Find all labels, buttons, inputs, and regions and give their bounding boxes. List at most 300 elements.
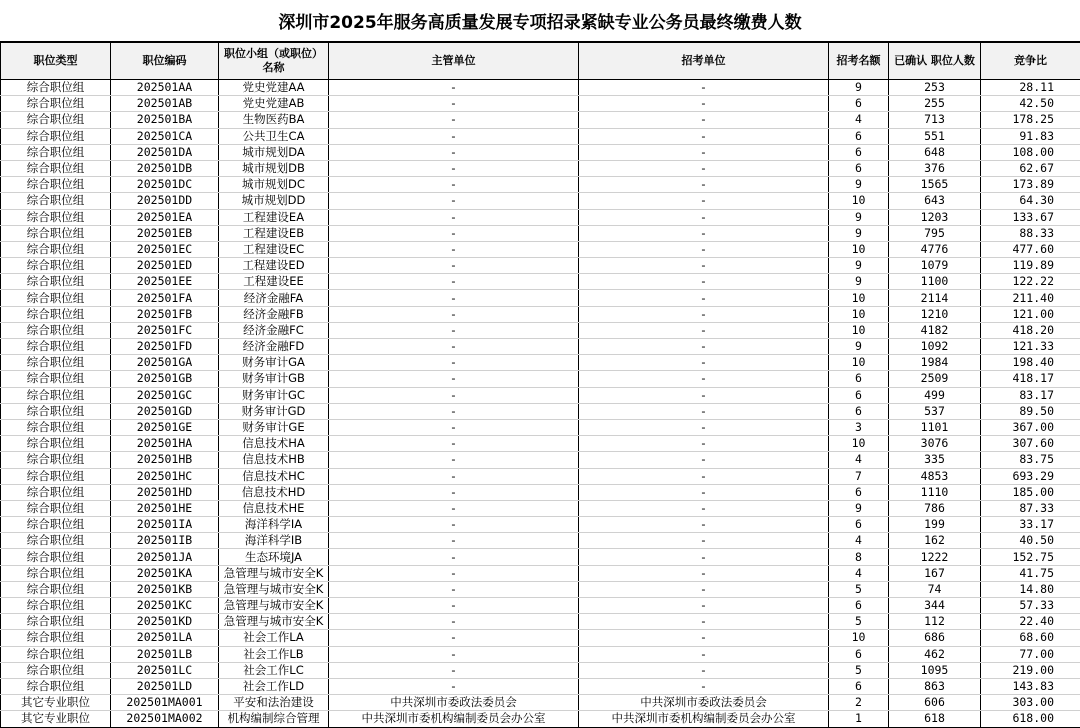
cell-recruiter: - — [579, 581, 829, 597]
table-row — [1, 225, 1080, 241]
cell-confirmed: 162 — [889, 533, 981, 549]
cell-ratio: 367.00 — [981, 419, 1080, 435]
table-row — [1, 695, 1080, 711]
cell-confirmed: 1110 — [889, 484, 981, 500]
cell-confirmed: 255 — [889, 96, 981, 112]
cell-code: 202501LD — [111, 678, 219, 694]
cell-supervisor: - — [329, 306, 579, 322]
table-row — [1, 419, 1080, 435]
cell-supervisor: - — [329, 193, 579, 209]
cell-code: 202501AA — [111, 80, 219, 96]
cell-quota: 3 — [829, 419, 889, 435]
cell-confirmed: 1203 — [889, 209, 981, 225]
cell-recruiter: - — [579, 419, 829, 435]
cell-group: 党史党建AA — [219, 80, 329, 96]
table-row — [1, 274, 1080, 290]
cell-group: 海洋科学IB — [219, 533, 329, 549]
table-row — [1, 614, 1080, 630]
cell-recruiter: - — [579, 371, 829, 387]
cell-supervisor: - — [329, 678, 579, 694]
cell-group: 急管理与城市安全K — [219, 581, 329, 597]
cell-recruiter: - — [579, 452, 829, 468]
table-row — [1, 403, 1080, 419]
cell-confirmed: 167 — [889, 565, 981, 581]
table-row — [1, 598, 1080, 614]
table-row — [1, 290, 1080, 306]
cell-group: 财务审计GB — [219, 371, 329, 387]
cell-supervisor: - — [329, 225, 579, 241]
cell-confirmed: 606 — [889, 695, 981, 711]
table-row — [1, 322, 1080, 338]
cell-supervisor: - — [329, 500, 579, 516]
cell-recruiter: - — [579, 209, 829, 225]
cell-confirmed: 648 — [889, 144, 981, 160]
cell-type: 综合职位组 — [1, 193, 111, 209]
cell-supervisor: - — [329, 436, 579, 452]
cell-recruiter: - — [579, 614, 829, 630]
cell-code: 202501IA — [111, 517, 219, 533]
cell-supervisor: - — [329, 403, 579, 419]
cell-code: 202501KD — [111, 614, 219, 630]
cell-type: 综合职位组 — [1, 355, 111, 371]
cell-recruiter: - — [579, 225, 829, 241]
cell-type: 综合职位组 — [1, 436, 111, 452]
cell-ratio: 108.00 — [981, 144, 1080, 160]
cell-quota: 6 — [829, 517, 889, 533]
table-row — [1, 371, 1080, 387]
cell-quota: 6 — [829, 144, 889, 160]
cell-confirmed: 344 — [889, 598, 981, 614]
cell-ratio: 22.40 — [981, 614, 1080, 630]
cell-recruiter: - — [579, 339, 829, 355]
cell-quota: 9 — [829, 500, 889, 516]
cell-group: 生物医药BA — [219, 112, 329, 128]
cell-supervisor: - — [329, 598, 579, 614]
cell-type: 综合职位组 — [1, 678, 111, 694]
cell-type: 综合职位组 — [1, 614, 111, 630]
cell-supervisor: 中共深圳市委机构编制委员会办公室 — [329, 711, 579, 727]
cell-confirmed: 4853 — [889, 468, 981, 484]
col-header-code: 职位编码 — [111, 43, 219, 80]
cell-supervisor: 中共深圳市委政法委员会 — [329, 695, 579, 711]
cell-type: 综合职位组 — [1, 565, 111, 581]
cell-supervisor: - — [329, 241, 579, 257]
cell-code: 202501MA002 — [111, 711, 219, 727]
cell-type: 综合职位组 — [1, 160, 111, 176]
table-row — [1, 144, 1080, 160]
cell-confirmed: 3076 — [889, 436, 981, 452]
cell-ratio: 152.75 — [981, 549, 1080, 565]
cell-recruiter: - — [579, 646, 829, 662]
cell-recruiter: - — [579, 80, 829, 96]
cell-ratio: 88.33 — [981, 225, 1080, 241]
cell-group: 城市规划DA — [219, 144, 329, 160]
cell-confirmed: 199 — [889, 517, 981, 533]
cell-group: 党史党建AB — [219, 96, 329, 112]
cell-confirmed: 499 — [889, 387, 981, 403]
cell-quota: 9 — [829, 209, 889, 225]
cell-ratio: 477.60 — [981, 241, 1080, 257]
cell-group: 社会工作LC — [219, 662, 329, 678]
cell-code: 202501DA — [111, 144, 219, 160]
cell-code: 202501ED — [111, 258, 219, 274]
cell-ratio: 143.83 — [981, 678, 1080, 694]
cell-confirmed: 537 — [889, 403, 981, 419]
cell-quota: 10 — [829, 241, 889, 257]
cell-group: 急管理与城市安全K — [219, 565, 329, 581]
col-header-quota: 招考名额 — [829, 43, 889, 80]
cell-supervisor: - — [329, 128, 579, 144]
table-row — [1, 80, 1080, 96]
cell-group: 城市规划DC — [219, 177, 329, 193]
cell-group: 工程建设ED — [219, 258, 329, 274]
cell-supervisor: - — [329, 322, 579, 338]
table-row — [1, 128, 1080, 144]
cell-code: 202501HA — [111, 436, 219, 452]
cell-code: 202501FD — [111, 339, 219, 355]
cell-supervisor: - — [329, 533, 579, 549]
cell-quota: 5 — [829, 614, 889, 630]
cell-supervisor: - — [329, 581, 579, 597]
cell-confirmed: 795 — [889, 225, 981, 241]
cell-supervisor: - — [329, 517, 579, 533]
cell-ratio: 178.25 — [981, 112, 1080, 128]
cell-code: 202501LC — [111, 662, 219, 678]
table-row — [1, 177, 1080, 193]
cell-quota: 7 — [829, 468, 889, 484]
cell-supervisor: - — [329, 614, 579, 630]
cell-code: 202501AB — [111, 96, 219, 112]
table-row — [1, 306, 1080, 322]
cell-ratio: 57.33 — [981, 598, 1080, 614]
cell-confirmed: 4776 — [889, 241, 981, 257]
cell-group: 生态环境JA — [219, 549, 329, 565]
cell-confirmed: 253 — [889, 80, 981, 96]
cell-code: 202501CA — [111, 128, 219, 144]
header-row — [1, 43, 1080, 80]
cell-supervisor: - — [329, 144, 579, 160]
table-row — [1, 549, 1080, 565]
cell-ratio: 119.89 — [981, 258, 1080, 274]
table-row — [1, 355, 1080, 371]
cell-group: 公共卫生CA — [219, 128, 329, 144]
cell-recruiter: 中共深圳市委机构编制委员会办公室 — [579, 711, 829, 727]
cell-recruiter: - — [579, 678, 829, 694]
cell-quota: 4 — [829, 112, 889, 128]
cell-recruiter: - — [579, 177, 829, 193]
cell-recruiter: - — [579, 517, 829, 533]
cell-group: 工程建设EB — [219, 225, 329, 241]
cell-group: 经济金融FB — [219, 306, 329, 322]
cell-group: 经济金融FC — [219, 322, 329, 338]
cell-quota: 9 — [829, 80, 889, 96]
cell-recruiter: - — [579, 500, 829, 516]
cell-supervisor: - — [329, 160, 579, 176]
cell-supervisor: - — [329, 177, 579, 193]
cell-ratio: 33.17 — [981, 517, 1080, 533]
col-header-group: 职位小组（或职位）名称 — [219, 43, 329, 80]
cell-code: 202501DC — [111, 177, 219, 193]
cell-type: 综合职位组 — [1, 144, 111, 160]
cell-supervisor: - — [329, 274, 579, 290]
cell-supervisor: - — [329, 630, 579, 646]
cell-confirmed: 1984 — [889, 355, 981, 371]
table-row — [1, 258, 1080, 274]
cell-code: 202501KA — [111, 565, 219, 581]
cell-supervisor: - — [329, 290, 579, 306]
cell-confirmed: 1222 — [889, 549, 981, 565]
table-row — [1, 646, 1080, 662]
table-row — [1, 339, 1080, 355]
cell-supervisor: - — [329, 112, 579, 128]
cell-group: 财务审计GC — [219, 387, 329, 403]
cell-confirmed: 786 — [889, 500, 981, 516]
cell-ratio: 133.67 — [981, 209, 1080, 225]
cell-code: 202501EB — [111, 225, 219, 241]
cell-type: 其它专业职位 — [1, 711, 111, 727]
cell-supervisor: - — [329, 339, 579, 355]
cell-quota: 10 — [829, 193, 889, 209]
cell-supervisor: - — [329, 387, 579, 403]
cell-supervisor: - — [329, 565, 579, 581]
cell-code: 202501HC — [111, 468, 219, 484]
cell-quota: 1 — [829, 711, 889, 727]
cell-group: 急管理与城市安全K — [219, 614, 329, 630]
cell-ratio: 91.83 — [981, 128, 1080, 144]
cell-code: 202501EA — [111, 209, 219, 225]
cell-ratio: 173.89 — [981, 177, 1080, 193]
cell-group: 信息技术HA — [219, 436, 329, 452]
cell-recruiter: - — [579, 160, 829, 176]
page-title: 深圳市2025年服务高质量发展专项招录紧缺专业公务员最终缴费人数 — [0, 0, 1080, 42]
cell-confirmed: 4182 — [889, 322, 981, 338]
cell-ratio: 40.50 — [981, 533, 1080, 549]
table-body — [1, 80, 1080, 728]
cell-confirmed: 863 — [889, 678, 981, 694]
cell-quota: 6 — [829, 484, 889, 500]
cell-type: 综合职位组 — [1, 258, 111, 274]
table-row — [1, 160, 1080, 176]
cell-type: 综合职位组 — [1, 209, 111, 225]
cell-code: 202501LA — [111, 630, 219, 646]
cell-code: 202501GC — [111, 387, 219, 403]
cell-group: 城市规划DB — [219, 160, 329, 176]
table-row — [1, 500, 1080, 516]
cell-ratio: 83.17 — [981, 387, 1080, 403]
cell-quota: 10 — [829, 630, 889, 646]
cell-recruiter: - — [579, 403, 829, 419]
cell-type: 综合职位组 — [1, 468, 111, 484]
cell-quota: 2 — [829, 695, 889, 711]
cell-supervisor: - — [329, 484, 579, 500]
cell-confirmed: 2509 — [889, 371, 981, 387]
cell-quota: 6 — [829, 646, 889, 662]
cell-ratio: 14.80 — [981, 581, 1080, 597]
col-header-supervisor: 主管单位 — [329, 43, 579, 80]
cell-quota: 4 — [829, 452, 889, 468]
cell-recruiter: - — [579, 193, 829, 209]
cell-confirmed: 74 — [889, 581, 981, 597]
cell-group: 社会工作LB — [219, 646, 329, 662]
cell-confirmed: 643 — [889, 193, 981, 209]
cell-group: 急管理与城市安全K — [219, 598, 329, 614]
cell-ratio: 185.00 — [981, 484, 1080, 500]
cell-group: 海洋科学IA — [219, 517, 329, 533]
cell-supervisor: - — [329, 452, 579, 468]
cell-recruiter: - — [579, 484, 829, 500]
cell-quota: 9 — [829, 339, 889, 355]
cell-supervisor: - — [329, 468, 579, 484]
cell-recruiter: - — [579, 436, 829, 452]
table-row — [1, 436, 1080, 452]
cell-recruiter: - — [579, 290, 829, 306]
cell-recruiter: 中共深圳市委政法委员会 — [579, 695, 829, 711]
cell-supervisor: - — [329, 419, 579, 435]
cell-group: 财务审计GE — [219, 419, 329, 435]
cell-code: 202501BA — [111, 112, 219, 128]
cell-recruiter: - — [579, 96, 829, 112]
cell-recruiter: - — [579, 322, 829, 338]
cell-quota: 6 — [829, 387, 889, 403]
cell-quota: 6 — [829, 678, 889, 694]
cell-ratio: 211.40 — [981, 290, 1080, 306]
cell-confirmed: 713 — [889, 112, 981, 128]
table-row — [1, 533, 1080, 549]
cell-type: 综合职位组 — [1, 371, 111, 387]
cell-ratio: 68.60 — [981, 630, 1080, 646]
cell-quota: 10 — [829, 290, 889, 306]
cell-type: 综合职位组 — [1, 274, 111, 290]
cell-ratio: 64.30 — [981, 193, 1080, 209]
cell-ratio: 121.00 — [981, 306, 1080, 322]
cell-code: 202501FB — [111, 306, 219, 322]
cell-quota: 10 — [829, 436, 889, 452]
cell-group: 信息技术HE — [219, 500, 329, 516]
cell-ratio: 28.11 — [981, 80, 1080, 96]
table-row — [1, 112, 1080, 128]
cell-ratio: 307.60 — [981, 436, 1080, 452]
col-header-confirmed: 已确认 职位人数 — [889, 43, 981, 80]
cell-ratio: 89.50 — [981, 403, 1080, 419]
cell-quota: 9 — [829, 225, 889, 241]
cell-type: 综合职位组 — [1, 419, 111, 435]
cell-confirmed: 1210 — [889, 306, 981, 322]
cell-ratio: 62.67 — [981, 160, 1080, 176]
cell-recruiter: - — [579, 258, 829, 274]
table-row — [1, 484, 1080, 500]
cell-recruiter: - — [579, 387, 829, 403]
cell-type: 综合职位组 — [1, 517, 111, 533]
cell-confirmed: 1079 — [889, 258, 981, 274]
cell-ratio: 693.29 — [981, 468, 1080, 484]
data-table — [0, 42, 1080, 728]
cell-quota: 6 — [829, 598, 889, 614]
cell-code: 202501EE — [111, 274, 219, 290]
cell-code: 202501MA001 — [111, 695, 219, 711]
table-row — [1, 209, 1080, 225]
cell-quota: 10 — [829, 355, 889, 371]
cell-group: 财务审计GD — [219, 403, 329, 419]
cell-ratio: 418.17 — [981, 371, 1080, 387]
table-row — [1, 96, 1080, 112]
cell-quota: 5 — [829, 662, 889, 678]
cell-code: 202501FC — [111, 322, 219, 338]
cell-code: 202501FA — [111, 290, 219, 306]
cell-recruiter: - — [579, 144, 829, 160]
cell-recruiter: - — [579, 598, 829, 614]
cell-recruiter: - — [579, 355, 829, 371]
cell-type: 综合职位组 — [1, 662, 111, 678]
cell-confirmed: 1100 — [889, 274, 981, 290]
cell-confirmed: 551 — [889, 128, 981, 144]
cell-recruiter: - — [579, 662, 829, 678]
cell-confirmed: 376 — [889, 160, 981, 176]
cell-type: 综合职位组 — [1, 452, 111, 468]
table-row — [1, 630, 1080, 646]
cell-recruiter: - — [579, 630, 829, 646]
cell-type: 综合职位组 — [1, 290, 111, 306]
cell-confirmed: 335 — [889, 452, 981, 468]
cell-code: 202501HE — [111, 500, 219, 516]
cell-quota: 4 — [829, 533, 889, 549]
table-row — [1, 678, 1080, 694]
cell-code: 202501EC — [111, 241, 219, 257]
table-row — [1, 581, 1080, 597]
cell-code: 202501HB — [111, 452, 219, 468]
cell-confirmed: 462 — [889, 646, 981, 662]
cell-type: 综合职位组 — [1, 500, 111, 516]
cell-confirmed: 112 — [889, 614, 981, 630]
cell-type: 综合职位组 — [1, 387, 111, 403]
cell-recruiter: - — [579, 241, 829, 257]
cell-code: 202501KC — [111, 598, 219, 614]
cell-type: 综合职位组 — [1, 646, 111, 662]
table-row — [1, 711, 1080, 727]
cell-quota: 9 — [829, 258, 889, 274]
cell-recruiter: - — [579, 274, 829, 290]
cell-recruiter: - — [579, 565, 829, 581]
cell-group: 经济金融FD — [219, 339, 329, 355]
cell-group: 信息技术HB — [219, 452, 329, 468]
cell-confirmed: 2114 — [889, 290, 981, 306]
cell-type: 综合职位组 — [1, 128, 111, 144]
cell-confirmed: 1095 — [889, 662, 981, 678]
cell-quota: 6 — [829, 403, 889, 419]
cell-type: 综合职位组 — [1, 533, 111, 549]
cell-ratio: 121.33 — [981, 339, 1080, 355]
cell-type: 综合职位组 — [1, 630, 111, 646]
table-row — [1, 241, 1080, 257]
cell-type: 综合职位组 — [1, 177, 111, 193]
cell-ratio: 122.22 — [981, 274, 1080, 290]
table-row — [1, 565, 1080, 581]
cell-group: 工程建设EE — [219, 274, 329, 290]
col-header-ratio: 竞争比 — [981, 43, 1080, 80]
cell-ratio: 77.00 — [981, 646, 1080, 662]
cell-code: 202501IB — [111, 533, 219, 549]
cell-ratio: 618.00 — [981, 711, 1080, 727]
cell-type: 综合职位组 — [1, 549, 111, 565]
col-header-recruiter: 招考单位 — [579, 43, 829, 80]
cell-type: 综合职位组 — [1, 598, 111, 614]
cell-type: 综合职位组 — [1, 322, 111, 338]
cell-group: 经济金融FA — [219, 290, 329, 306]
cell-ratio: 87.33 — [981, 500, 1080, 516]
cell-ratio: 303.00 — [981, 695, 1080, 711]
cell-quota: 6 — [829, 96, 889, 112]
cell-group: 工程建设EA — [219, 209, 329, 225]
cell-group: 机构编制综合管理 — [219, 711, 329, 727]
